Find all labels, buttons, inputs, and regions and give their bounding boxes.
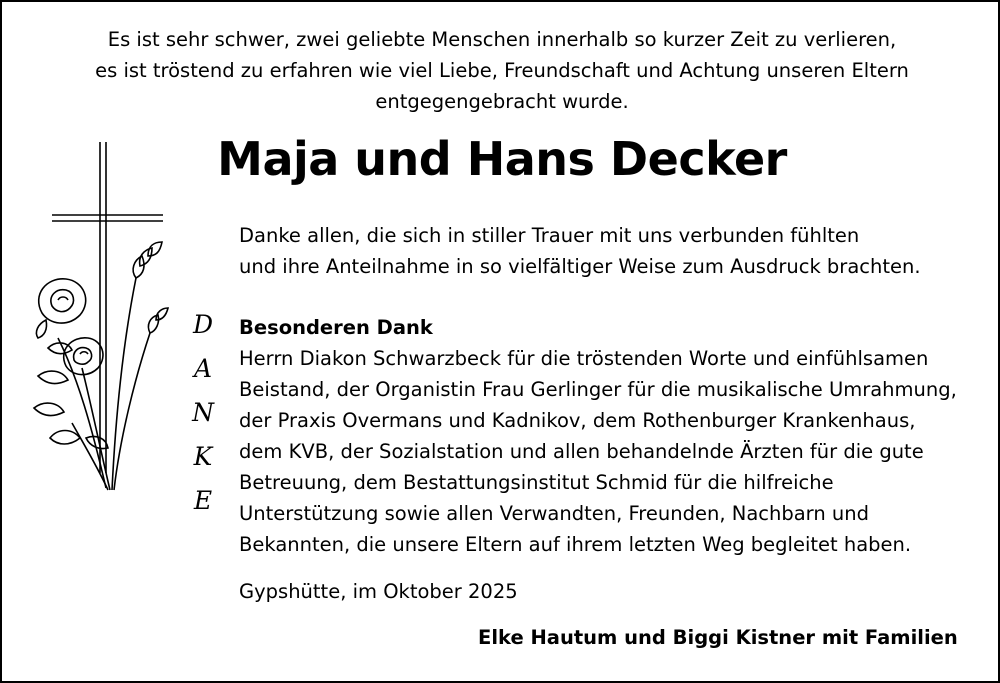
intro-line: Es ist sehr schwer, zwei geliebte Menschen innerhalb so kurzer Zeit zu verlieren, xyxy=(107,28,897,51)
intro-line: entgegengebracht wurde. xyxy=(375,90,629,113)
cross-with-roses-icon xyxy=(20,138,170,508)
danke-letter: A xyxy=(193,354,213,383)
danke-letter: E xyxy=(193,486,213,515)
special-thanks-line: dem KVB, der Sozialstation und allen behandelnde Ärzten für die gute xyxy=(239,440,924,463)
place-and-date: Gypshütte, im Oktober 2025 xyxy=(239,580,518,603)
special-thanks-line: Herrn Diakon Schwarzbeck für die tröstenden Worte und einfühlsamen xyxy=(239,347,929,370)
thanks-line: und ihre Anteilnahme in so vielfältiger Weise zum Ausdruck brachten. xyxy=(239,255,921,278)
special-thanks-line: der Praxis Overmans und Kadnikov, dem Rothenburger Krankenhaus, xyxy=(239,409,916,432)
special-thanks-line: Betreuung, dem Bestattungsinstitut Schmid für die hilfreiche xyxy=(239,471,834,494)
thanks-paragraph xyxy=(239,220,921,282)
special-thanks-line: Bekannten, die unsere Eltern auf ihrem letzten Weg begleitet haben. xyxy=(239,533,912,556)
danke-letter: K xyxy=(193,442,213,471)
special-thanks-line: Unterstützung sowie allen Verwandten, Freunden, Nachbarn und xyxy=(239,502,869,525)
danke-letter: N xyxy=(192,398,214,427)
thanks-line: Danke allen, die sich in stiller Trauer mit uns verbunden fühlten xyxy=(239,224,860,247)
special-thanks-body xyxy=(239,343,957,560)
special-thanks-heading: Besonderen Dank xyxy=(239,316,433,339)
intro-line: es ist tröstend zu erfahren wie viel Liebe, Freundschaft und Achtung unseren Eltern xyxy=(95,59,909,82)
deceased-names-title: Maja und Hans Decker xyxy=(217,132,787,186)
danke-letter: D xyxy=(192,310,214,339)
family-signature: Elke Hautum und Biggi Kistner mit Familien xyxy=(478,626,958,649)
special-thanks-line: Beistand, der Organistin Frau Gerlinger für die musikalische Umrahmung, xyxy=(239,378,957,401)
intro-text xyxy=(2,24,1000,117)
danke-vertical-letters xyxy=(184,310,222,530)
